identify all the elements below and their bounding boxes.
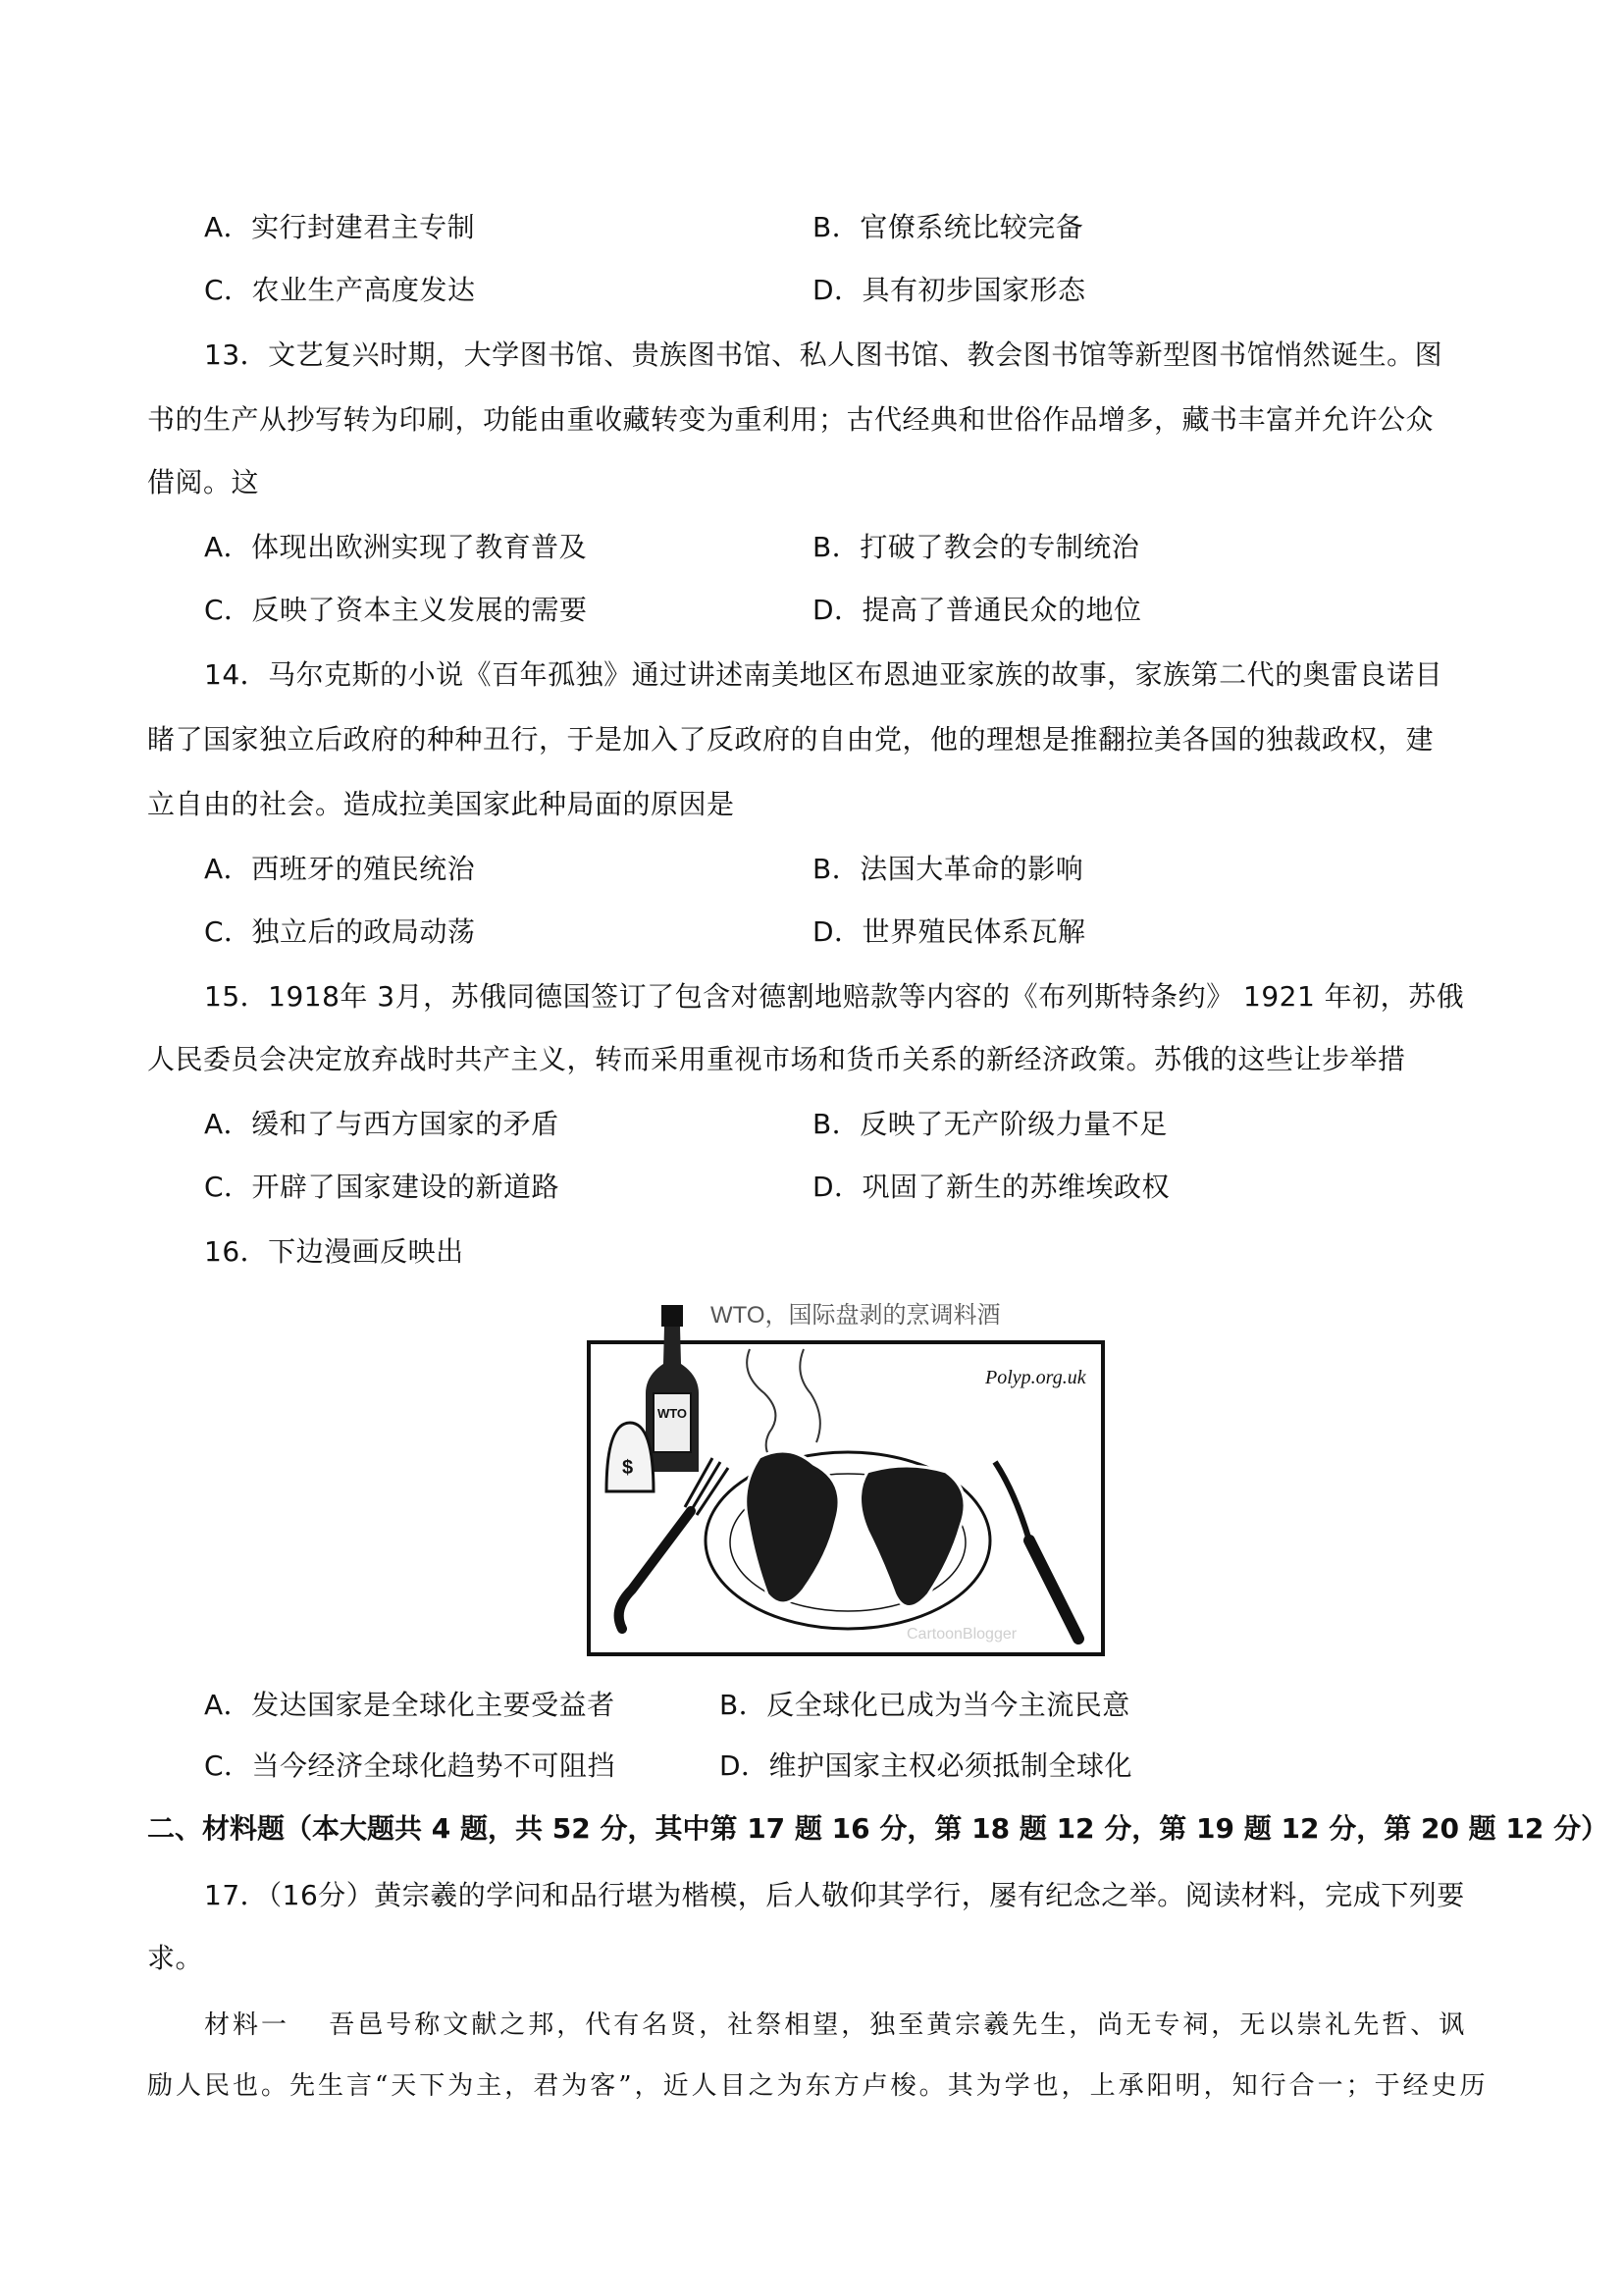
q13-option-d: D．提高了普通民众的地位 [812, 594, 1142, 626]
wto-cartoon [583, 1295, 1109, 1658]
q12-option-b: B．官僚系统比较完备 [812, 211, 1084, 243]
q13-option-a: A．体现出欧洲实现了教育普及 [204, 531, 588, 563]
q14-stem-line-2: 睹了国家独立后政府的种种丑行，于是加入了反政府的自由党，他的理想是推翻拉美各国的独裁政权，建 [147, 723, 1435, 756]
q15-option-a: A．缓和了与西方国家的矛盾 [204, 1108, 559, 1140]
q15-option-c: C．开辟了国家建设的新道路 [204, 1171, 560, 1203]
q14-option-b: B．法国大革命的影响 [812, 853, 1084, 885]
q15-option-d: D．巩固了新生的苏维埃政权 [812, 1171, 1171, 1203]
q15-stem-line-2: 人民委员会决定放弃战时共产主义，转而采用重视市场和货币关系的新经济政策。苏俄的这些让步举措 [147, 1043, 1406, 1075]
q14-option-a: A．西班牙的殖民统治 [204, 853, 476, 885]
q13-stem-line-3: 借阅。这 [147, 466, 260, 498]
q16-stem: 16．下边漫画反映出 [204, 1235, 464, 1268]
wto-bottle-icon [646, 1305, 699, 1472]
q13-option-b: B．打破了教会的专制统治 [812, 531, 1140, 563]
q13-option-c: C．反映了资本主义发展的需要 [204, 594, 588, 626]
q16-option-b: B．反全球化已成为当今主流民意 [719, 1689, 1130, 1721]
q15-stem-line-1: 15．1918年 3月，苏俄同德国签订了包含对德割地赔款等内容的《布列斯特条约》 1921 年初，苏俄 [204, 980, 1465, 1013]
q12-option-d: D．具有初步国家形态 [812, 274, 1086, 306]
q13-stem-line-2: 书的生产从抄写转为印刷，功能由重收藏转变为重利用；古代经典和世俗作品增多，藏书丰富并允许公众 [147, 403, 1435, 436]
q12-option-c: C．农业生产高度发达 [204, 274, 476, 306]
q14-stem-line-3: 立自由的社会。造成拉美国家此种局面的原因是 [147, 788, 735, 820]
section-2-heading: 二、材料题（本大题共 4 题，共 52 分，其中第 17 题 16 分，第 18 题 12 分，第 19 题 12 分，第 20 题 12 分） [147, 1812, 1609, 1845]
q17-stem-line-1: 17．（16分）黄宗羲的学问和品行堪为楷模，后人敬仰其学行，屡有纪念之举。阅读材料，完成下列要 [204, 1879, 1465, 1911]
q14-option-c: C．独立后的政局动荡 [204, 915, 476, 948]
q15-option-b: B．反映了无产阶级力量不足 [812, 1108, 1168, 1140]
q12-option-a: A．实行封建君主专制 [204, 211, 476, 243]
q16-option-a: A．发达国家是全球化主要受益者 [204, 1689, 615, 1721]
svg-text:WTO: WTO [656, 1406, 688, 1421]
cartoon-signature: Polyp.org.uk [985, 1367, 1086, 1388]
q17-material-1-line-1: 材料一 吾邑号称文献之邦，代有名贤，社祭相望，独至黄宗羲先生，尚无专祠，无以崇礼先哲、讽 [204, 2010, 1468, 2040]
q14-stem-line-1: 14．马尔克斯的小说《百年孤独》通过讲述南美地区布恩迪亚家族的故事，家族第二代的奥雷良诺目 [204, 658, 1443, 691]
q14-option-d: D．世界殖民体系瓦解 [812, 915, 1086, 948]
cartoon-watermark: CartoonBlogger [907, 1626, 1018, 1643]
q17-material-1-line-2: 励人民也。先生言“天下为主，君为客”，近人目之为东方卢梭。其为学也，上承阳明，知行合一；于经史历 [147, 2071, 1489, 2101]
q17-stem-line-2: 求。 [147, 1942, 204, 1974]
cartoon-caption: WTO，国际盘剥的烹调料酒 [710, 1302, 1001, 1329]
q16-option-d: D．维护国家主权必须抵制全球化 [719, 1749, 1133, 1782]
svg-text:$: $ [622, 1457, 634, 1479]
q13-stem-line-1: 13．文艺复兴时期，大学图书馆、贵族图书馆、私人图书馆、教会图书馆等新型图书馆悄然诞生。图 [204, 339, 1443, 371]
q16-option-c: C．当今经济全球化趋势不可阻挡 [204, 1749, 616, 1782]
